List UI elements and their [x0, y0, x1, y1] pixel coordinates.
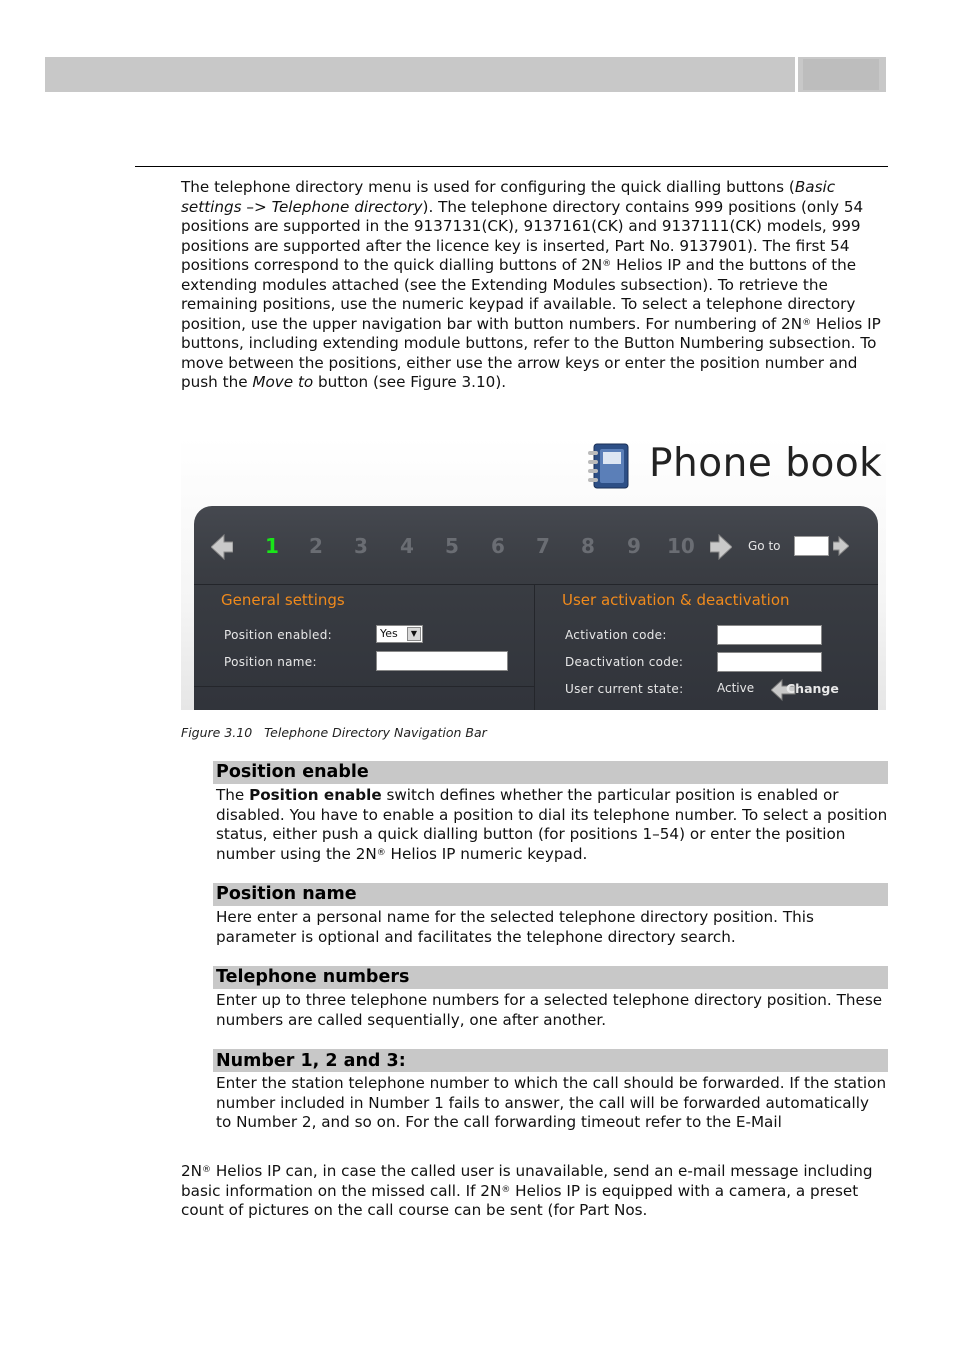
goto-arrow-icon[interactable]	[833, 536, 849, 556]
position-name-input[interactable]	[376, 651, 508, 671]
general-settings-title: General settings	[221, 591, 345, 609]
position-enabled-value: Yes	[380, 627, 398, 640]
position-enable-paragraph	[216, 786, 888, 864]
intro-text: –>	[241, 197, 272, 216]
user-state-label: User current state:	[565, 682, 684, 696]
phone-book-title: Phone book	[649, 441, 883, 486]
intro-text: Helios IP buttons, including extending module buttons, refer to the Button Numbering subsection. To move between the positions, either use the arrow keys or enter the position number and push the	[181, 314, 881, 391]
goto-label: Go to	[748, 539, 781, 553]
nav-position-2[interactable]: 2	[309, 534, 323, 558]
activation-code-input[interactable]	[717, 625, 822, 645]
position-enabled-label: Position enabled:	[224, 628, 332, 642]
goto-input[interactable]	[794, 536, 829, 556]
section-heading-position-enable: Position enable	[216, 762, 369, 782]
registered-mark: ®	[602, 259, 612, 269]
change-button[interactable]: Change	[786, 681, 839, 696]
intro-paragraph	[181, 178, 887, 393]
caption-label: Figure 3.10	[181, 725, 253, 740]
registered-mark: ®	[376, 847, 386, 858]
deactivation-code-input[interactable]	[717, 652, 822, 672]
position-name-label: Position name:	[224, 655, 317, 669]
deactivation-code-label: Deactivation code:	[565, 655, 684, 669]
nav-position-8[interactable]: 8	[581, 534, 595, 558]
nav-position-5[interactable]: 5	[445, 534, 459, 558]
page-number-box-inner	[803, 59, 879, 90]
numbers-paragraph: Enter the station telephone number to which the call should be forwarded. If the station number included in Number 1 fails to answer, the call will be forwarded automatically to Number 2, and so on. For the call forwarding timeout refer to the E-Mail	[216, 1074, 887, 1131]
header-rule	[135, 166, 888, 167]
section-heading-telephone-numbers: Telephone numbers	[216, 967, 410, 987]
registered-mark: ®	[802, 317, 812, 328]
paragraph-text: Helios IP is equipped with a camera, a preset count of pictures on the call course can be sent (for Part Nos.	[181, 1181, 859, 1219]
panel-divider	[534, 585, 535, 710]
figure-caption	[181, 725, 487, 740]
intro-italic: Telephone directory	[271, 197, 423, 216]
registered-mark: ®	[501, 1184, 511, 1195]
intro-italic: Move to	[252, 373, 314, 391]
next-arrow-icon[interactable]	[710, 534, 732, 560]
nav-position-9[interactable]: 9	[627, 534, 641, 558]
nav-position-10[interactable]: 10	[667, 534, 695, 558]
user-activation-title: User activation & deactivation	[562, 591, 790, 609]
email-paragraph	[181, 1162, 887, 1221]
nav-position-4[interactable]: 4	[400, 534, 414, 558]
activation-code-label: Activation code:	[565, 628, 667, 642]
intro-text: button (see Figure 3.10).	[313, 373, 507, 391]
phone-book-panel	[194, 506, 878, 710]
page-header-bar	[45, 57, 795, 92]
chevron-down-icon: ▼	[407, 627, 421, 641]
nav-position-3[interactable]: 3	[354, 534, 368, 558]
nav-position-6[interactable]: 6	[491, 534, 505, 558]
paragraph-text: switch defines whether the particular position is enabled or disabled. You have to enable a position to dial its telephone number. To select a position status, either push a quick dialling button (for positions 1–54) or enter the position number using the 2N	[216, 786, 888, 863]
user-state-value: Active	[717, 681, 755, 695]
intro-text: ). The telephone directory contains 999 positions (only 54 positions are supported in the 9137131(CK), 9137161(CK) and 9137111(CK) models, 999 positions are supported after the licence key is inserted, Part No. 9137901). The first 54 positions correspond to the quick dialling buttons of 2N	[181, 197, 864, 274]
intro-italic: Basic settings	[181, 178, 836, 216]
caption-text: Telephone Directory Navigation Bar	[264, 725, 487, 740]
paragraph-text: Helios IP can, in case the called user is unavailable, send an e-mail message including basic information on the missed call. If 2N	[181, 1162, 873, 1200]
section-heading-numbers: Number 1, 2 and 3:	[216, 1051, 406, 1071]
phone-book-figure	[181, 437, 886, 710]
intro-text: Helios IP and the buttons of the extending modules attached (see the Extending Modules subsection). To retrieve the remaining positions, use the numeric keypad if available. To select a telephone directory position, use the upper navigation bar with button numbers. For numbering of 2N	[181, 256, 857, 333]
position-enabled-select[interactable]	[376, 625, 423, 643]
navigation-bar	[194, 506, 878, 585]
nav-position-7[interactable]: 7	[536, 534, 550, 558]
paragraph-text: The	[216, 786, 250, 804]
telephone-numbers-paragraph: Enter up to three telephone numbers for a selected telephone directory position. These numbers are called sequentially, one after another.	[216, 991, 883, 1029]
position-name-paragraph: Here enter a personal name for the selected telephone directory position. This parameter is optional and facilitates the telephone directory search.	[216, 908, 814, 946]
registered-mark: ®	[202, 1165, 212, 1175]
paragraph-text: 2N	[181, 1162, 203, 1180]
paragraph-bold: Position enable	[249, 786, 382, 804]
phone-book-icon	[586, 441, 632, 491]
intro-text: The telephone directory menu is used for configuring the quick dialling buttons (	[181, 178, 795, 196]
section-heading-position-name: Position name	[216, 884, 357, 904]
panel-divider	[194, 686, 534, 687]
prev-arrow-icon[interactable]	[211, 534, 233, 560]
paragraph-text: Helios IP numeric keypad.	[385, 844, 588, 863]
nav-position-1[interactable]: 1	[265, 534, 279, 558]
